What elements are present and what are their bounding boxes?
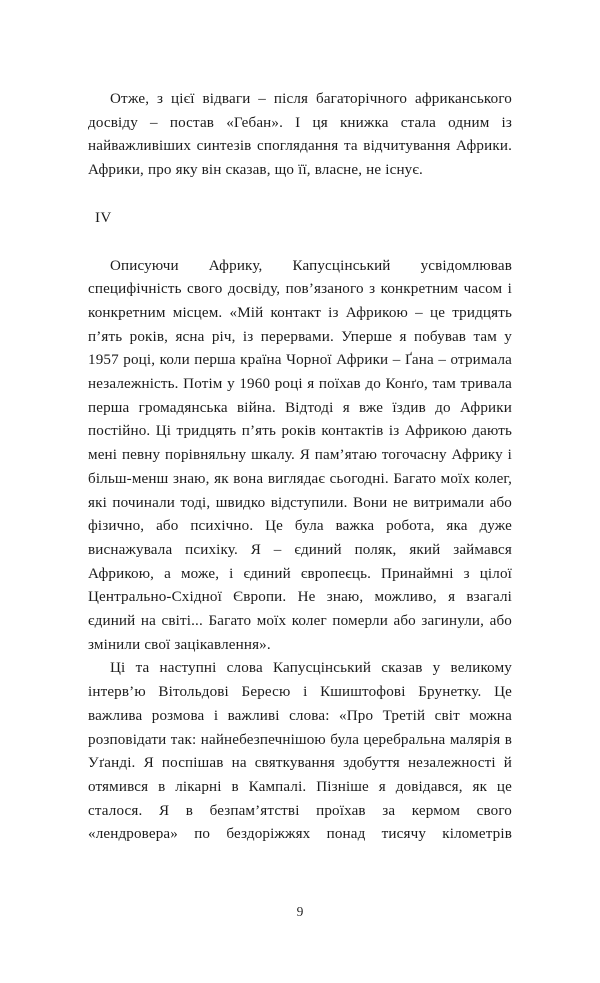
section-marker-roman: IV xyxy=(95,209,112,226)
spacer-above-section-marker xyxy=(88,183,512,207)
paragraph-kapuscinski-quote: Описуючи Африку, Капусцінський усвідомлював специфічність свого досвіду, пов’язаного з конкретним часом і конкретним місцем. «Мій контакт із Африкою – це тридцять п’ять років, ясна річ, із перервами. Уперше я побував там у 1957 році, коли перша країна Чорної Африки – Ґана – отримала незалежність. Потім у 1960 році я поїхав до Конґо, там тривала перша громадянська війна. Відтоді я вже їздив до Африки постійно. Ці тридцять п’ять років контактів із Африкою дають мені певну порівняльну шкалу. Я пам’ятаю тогочасну Африку і більш-менш знаю, як вона виглядає сьогодні. Багато моїх колег, які починали тоді, швидко відступили. Вони не витримали або фізично, або психічно. Це була важка робота, яка дуже виснажувала психіку. Я – єдиний поляк, який займався Африкою, а може, і єдиний європеєць. Принаймні з цілої Центрально-Східної Європи. Не знаю, можливо, я взагалі єдиний на світі... Багато моїх колег померли або загинули, або змінили свої зацікавлення». xyxy=(88,257,512,653)
paragraph-interview-quote: Ці та наступні слова Капусцінський сказав у великому інтерв’ю Вітольдові Бересю і Кшиштофові Брунетку. Це важлива розмова і важливі слова: «Про Третій світ можна розповідати так: найнебезпечнішою була церебральна малярія в Уґанді. Я поспішав на святкування здобуття незалежності й отямився в лікарні в Кампалі. Пізніше я довідався, як це сталося. Я в безпам’ятстві проїхав за кермом свого «лендровера» по бездоріжжях понад тисячу кілометрів xyxy=(88,660,512,843)
page-number: 9 xyxy=(296,904,304,919)
page-text-column xyxy=(88,88,512,847)
paragraph-opening: Отже, з цієї відваги – після багаторічного африканського досвіду – постав «Гебан». І ця книжка стала одним із найважливіших синтезів споглядання та відчитування Африки. Африки, про яку він сказав, що її, власне, не існує. xyxy=(88,91,512,179)
spacer-below-section-marker xyxy=(88,231,512,255)
